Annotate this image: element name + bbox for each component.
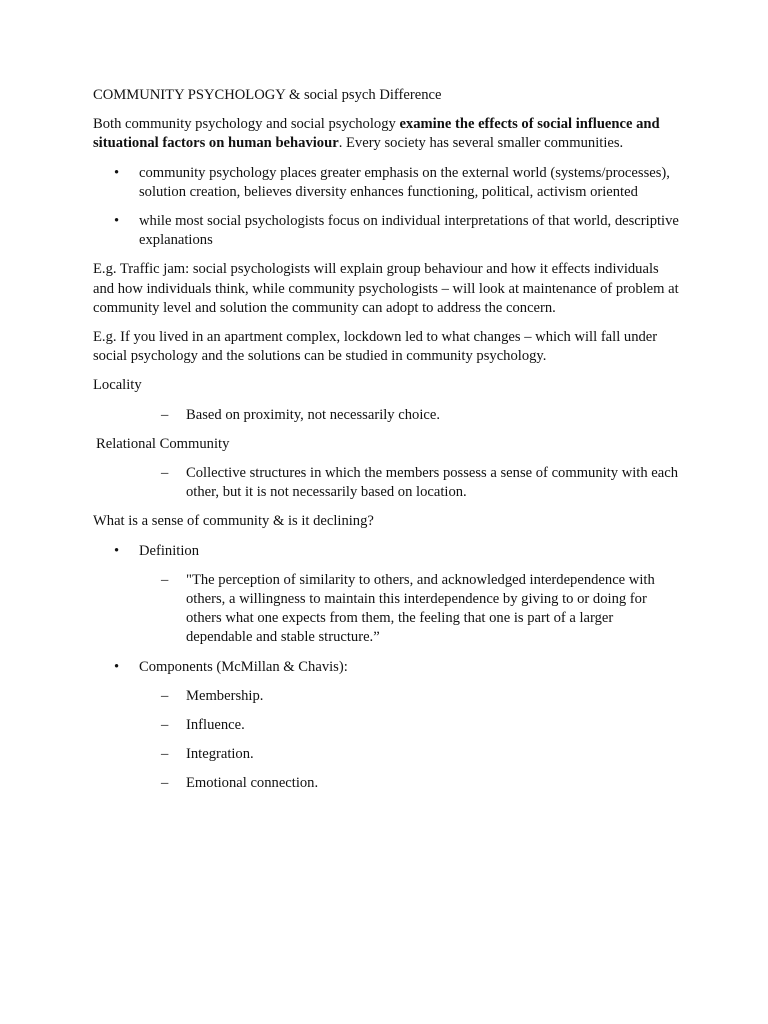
list-item (93, 658, 683, 677)
components-list (93, 658, 683, 677)
dash-icon: – (161, 687, 169, 704)
list-item (93, 464, 683, 502)
locality-heading: Locality (93, 377, 142, 394)
list-item (93, 212, 683, 250)
definition-quote: "The perception of similarity to others, and acknowledged interdependence with others, a willingness to maintain this interdependence by giving to or doing for others what one expects from them, the feeling that one is part of a larger dependable and stable structure.” (186, 571, 655, 646)
example-apartment: E.g. If you lived in an apartment complex, lockdown led to what changes – which will fall under social psychology and the solutions can be studied in community psychology. (93, 329, 658, 365)
definition-label: Definition (139, 542, 199, 559)
list-item (93, 571, 683, 648)
list-item-text: Based on proximity, not necessarily choice. (186, 406, 440, 423)
relational-heading: Relational Community (96, 435, 230, 452)
list-item (93, 687, 683, 706)
document-page (93, 86, 683, 804)
definition-list (93, 571, 683, 648)
list-item-text: community psychology places greater emphasis on the external world (systems/processes), solution creation, believes diversity enhances functioning, political, activism oriented (139, 164, 670, 200)
intro-bold-text: examine the effects of social influence and situational factors on human behaviour (93, 116, 660, 152)
list-item-text: Collective structures in which the members possess a sense of community with each other, but it is not necessarily based on location. (186, 465, 679, 501)
intro-text-end: . Every society has several smaller communities. (338, 135, 624, 152)
components-label: Components (McMillan & Chavis): (139, 658, 348, 675)
dash-icon: – (161, 465, 169, 482)
components-items (93, 687, 683, 794)
intro-paragraph (93, 115, 683, 153)
intro-text: Both community psychology and social psychology (93, 116, 400, 133)
dash-icon: – (161, 717, 169, 734)
component-text: Influence. (186, 717, 245, 734)
sense-list (93, 542, 683, 561)
sense-question: What is a sense of community & is it declining? (93, 513, 374, 530)
list-item (93, 164, 683, 202)
dash-icon: – (161, 775, 169, 792)
list-item (93, 406, 683, 425)
bullet-icon: • (114, 658, 120, 675)
bullet-icon: • (114, 164, 120, 181)
component-text: Emotional connection. (186, 775, 319, 792)
dash-icon: – (161, 746, 169, 763)
bullet-icon: • (114, 213, 120, 230)
example-traffic: E.g. Traffic jam: social psychologists will explain group behaviour and how it effects individuals and how individuals think, while community psychologists – will look at maintenance of problem at community level and solution the community can adopt to address the concern. (93, 261, 679, 316)
list-item (93, 774, 683, 793)
list-item-text: while most social psychologists focus on individual interpretations of that world, descriptive explanations (139, 213, 679, 249)
document-title: COMMUNITY PSYCHOLOGY & social psych Difference (93, 87, 442, 103)
comparison-list (93, 164, 683, 251)
dash-icon: – (161, 406, 169, 423)
locality-list (93, 406, 683, 425)
relational-list (93, 464, 683, 502)
dash-icon: – (161, 571, 169, 588)
list-item (93, 716, 683, 735)
component-text: Integration. (186, 746, 254, 763)
bullet-icon: • (114, 542, 120, 559)
component-text: Membership. (186, 687, 264, 704)
list-item (93, 745, 683, 764)
list-item (93, 542, 683, 561)
